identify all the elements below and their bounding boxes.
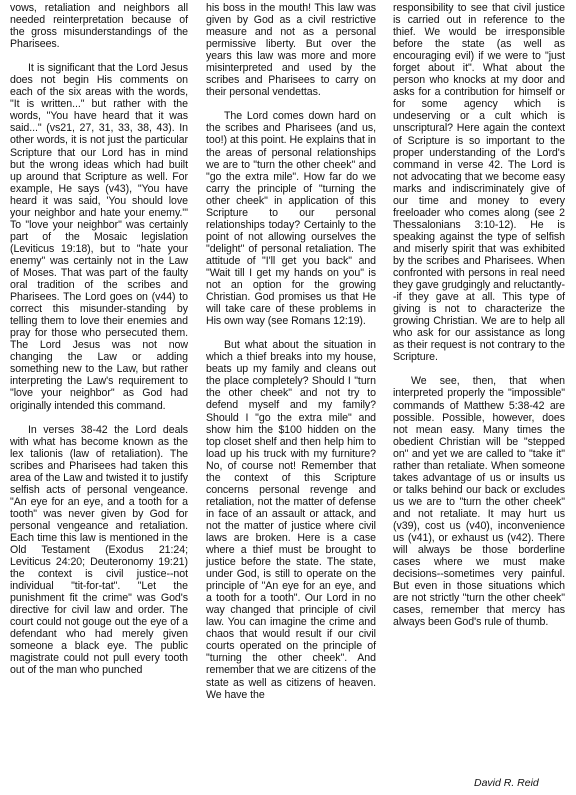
article-column-1 [10, 2, 188, 677]
paragraph: We see, then, that when interpreted properly the "impossible" commands of Matthew 5:38-42 are possible. Possible, however, does not mean easy. Many times the obedient Christian will be "stepped on" and yet we are called to "take it" rather than retaliate. When someone takes advantage of us or insults us or talks behind our back or excludes us we are to "turn the other cheek" and not retaliate. It may hurt us (v39), cost us (v40), inconvenience us (v41), or exhaust us (v42). There will always be those borderline cases where we must make decisions--sometimes very painful. But even in those situations which are not strictly "turn the other cheek" cases, remember that mercy has always been God's rule of thumb. [393, 375, 565, 629]
paragraph: It is significant that the Lord Jesus does not begin His comments on each of the six areas with the words, "It is written..." but rather with the words, "You have heard that it was said..." (vs21, 27, 31, 33, 38, 43). In other words, it is not just the particular Scripture that our Lord has in mind but the wrong ideas which had built up around that Scripture as well. For example, He says (v43), "You have heard it was said, 'You should love your neighbor and hate your enemy.'" To "love your neighbor" was certainly part of the Mosaic legislation (Leviticus 19:18), but to "hate your enemy" was certainly not in the Law of Moses. That was part of the faulty oral tradition of the scribes and Pharisees. The Lord goes on (v44) to correct this misunder-standing by telling them to love their enemies and pray for those who persecuted them. The Lord Jesus was not now changing the Law or adding something new to the Law, but rather interpreting the Law's requirement to "love your neighbor" as God had originally intended this command. [10, 62, 188, 412]
paragraph: his boss in the mouth! This law was given by God as a civil restrictive measure and not as a personal permissive liberty. But over the years this law was more and more misinterpreted and used by the scribes and Pharisees to carry on their personal vendettas. [206, 2, 376, 99]
paragraph: In verses 38-42 the Lord deals with what has become known as the lex talionis (law of retaliation). The scribes and Pharisees had taken this area of the Law and twisted it to justify selfish acts of personal vengeance. "An eye for an eye, and a tooth for a tooth" was never given by God for personal vengeance and retaliation. Each time this law is mentioned in the Old Testament (Exodus 21:24; Leviticus 24:20; Deuteronomy 19:21) the context is civil justice--not individual "tit-for-tat". "Let the punishment fit the crime" was God's directive for civil law and order. The court could not gouge out the eye of a defendant who had merely given someone a black eye. The public magistrate could not pull every tooth out of the man who punched [10, 423, 188, 677]
paragraph: responsibility to see that civil justice is carried out in reference to the thief. We would be irresponsible before the state (as well as encouraging evil) if we were to "just forget about it". What about the person who knocks at my door and asks for a contribution for himself or for some agency which is undeserving or a cult which is unscriptural? Here again the context of Scripture is so important to the proper understanding of the Lord's command in verse 42. The Lord is not advocating that we become easy marks and indiscriminately give of our time and money to every freeloader who comes along (see 2 Thessalonians 3:10-12). He is speaking against the type of selfish and miserly spirit that was exhibited by the scribes and Pharisees. When confronted with persons in real need they gave grudgingly and reluctantly--if they gave at all. This type of giving is not to characterize the growing Christian. We are to help all who ask for our assistance as long as their request is not contrary to the Scripture. [393, 2, 565, 364]
paragraph: The Lord comes down hard on the scribes and Pharisees (and us, too!) at this point. He explains that in the areas of personal relationships we are to "turn the other cheek" and "go the extra mile". How far do we carry the principle of "turning the other cheek" in application of this Scripture to our personal relationships today? Certainly to the point of not allowing ourselves the "delight" of personal retaliation. The attitude of "I'll get you back" and "Wait till I get my hands on you" is not an option for the growing Christian. God promises us that He will take care of these problems in His own way (see Romans 12:19). [206, 110, 376, 328]
paragraph: But what about the situation in which a thief breaks into my house, beats up my family and cleans out the place completely? Should I "turn the other cheek" and not try to defend myself and my family? Should I "go the extra mile" and show him the $100 hidden on the top closet shelf and then help him to load up his truck with my furniture? No, of course not! Remember that the context of this Scripture concerns personal revenge and retaliation, not the matter of defense in face of an assault or attack, and not the matter of justice where civil laws are broken. Here is a case where a thief must be brought to justice before the state. The state, under God, is still to operate on the principle of "An eye for an eye, and a tooth for a tooth". Our Lord in no way changed that principle of civil law. You can imagine the crime and chaos that would result if our civil courts operated on the principle of "turning the other cheek". And remember that we are citizens of the state as well as citizens of heaven. We have the [206, 339, 376, 701]
article-column-3 [393, 2, 565, 628]
paragraph: vows, retaliation and neighbors all needed reinterpretation because of the gross misunderstandings of the Pharisees. [10, 2, 188, 51]
article-column-2 [206, 2, 376, 701]
author-signature: David R. Reid [474, 777, 539, 789]
